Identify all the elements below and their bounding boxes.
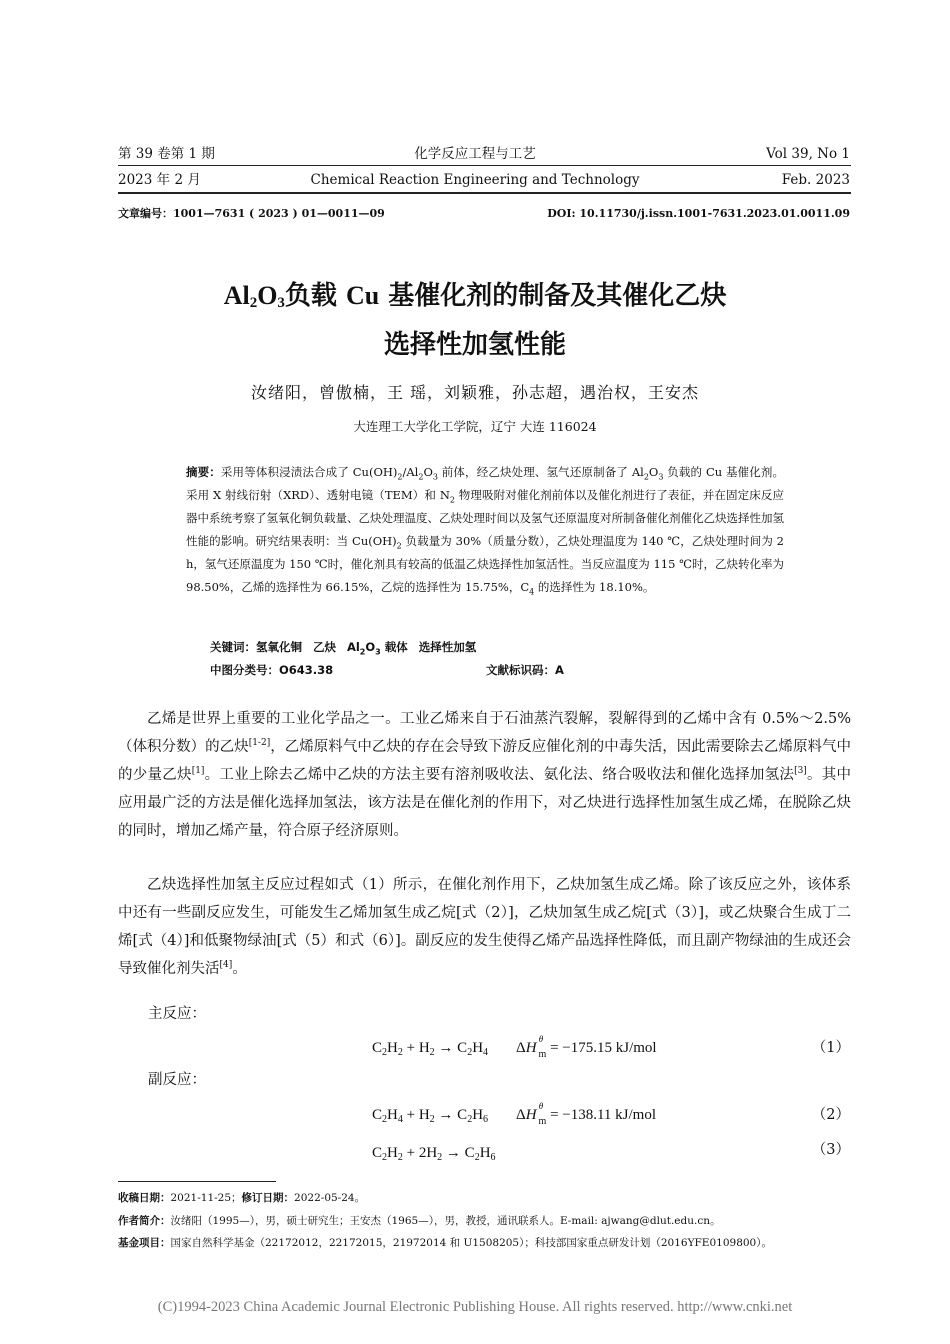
eq-sub: 2 — [397, 1152, 403, 1163]
keywords — [210, 637, 476, 657]
title-line-1 — [0, 276, 950, 316]
header-rule-top — [118, 165, 851, 166]
main-reaction-label: 主反应： — [148, 1006, 206, 1022]
eq-arrow: → — [434, 1107, 458, 1123]
eq-sub: 2 — [467, 1114, 473, 1125]
eq-sub: 2 — [474, 1152, 480, 1163]
eq-term: H — [387, 1145, 398, 1161]
header-date-cn: 2023 年 2 月 — [118, 172, 201, 188]
affiliation: 大连理工大学化工学院，辽宁 大连 116024 — [353, 419, 597, 434]
keyword-3-part: Al — [346, 640, 360, 654]
doc-code-value: A — [555, 663, 564, 677]
eq-sub: 2 — [429, 1114, 435, 1125]
keyword-3-sub: 2 — [359, 647, 366, 657]
keyword-3-part: 载体 — [380, 640, 408, 654]
abstract-text: O — [423, 465, 433, 479]
eq-term: H — [426, 1145, 438, 1161]
header-rule-bottom — [118, 192, 851, 194]
eq-sub: 2 — [382, 1047, 388, 1058]
keyword-2: 乙炔 — [312, 640, 336, 654]
eq-value: = −138.11 kJ/mol — [546, 1107, 657, 1123]
title-cu: Cu — [345, 281, 380, 310]
eq-operator: + 2 — [402, 1145, 427, 1161]
keyword-4: 选择性加氢 — [418, 640, 477, 654]
eq-term: C — [464, 1145, 475, 1161]
eq-delta: Δ — [516, 1040, 526, 1056]
abstract-sub: 2 — [418, 472, 424, 482]
eq-m: m — [538, 1049, 547, 1060]
header-journal-cn: 化学反应工程与工艺 — [414, 146, 536, 162]
paragraph-text: ，乙烯原料气中乙炔的存在会导致下游反应催化剂的中毒失活，因此需要除去乙烯原料气中的少量乙炔 — [118, 739, 852, 783]
paragraph-text: 乙炔选择性加氢主反应过程如式（1）所示，在催化剂作用下，乙炔加氢生成乙烯。除了该反应之外，该体系中还有一些副反应发生，可能发生乙烯加氢生成乙烷[式（2）]，乙炔加氢生成乙烷[式（3）]，或乙炔聚合生成丁二烯[式（4）]和低聚物绿油[式（5）和式（6）]。副反应的发生使得乙烯产品选择性降低，而且副产物绿油的生成还会导致催化剂失活 — [118, 877, 851, 977]
author-bio: 汝绪阳（1995—），男，硕士研究生；王安杰（1965—），男，教授，通讯联系人。E-mail: ajwang@dlut.edu.cn。 — [170, 1215, 721, 1227]
header-volume-en: Vol 39, No 1 — [766, 146, 850, 162]
abstract-sub: 2 — [397, 472, 403, 482]
eq-term: H — [479, 1145, 491, 1161]
revised-date: 2022-05-24。 — [294, 1192, 366, 1204]
doi: DOI: 10.11730/j.issn.1001-7631.2023.01.0011.09 — [547, 207, 850, 220]
eq-sub: 2 — [397, 1047, 403, 1058]
clc-value: O643.38 — [279, 663, 334, 677]
title-o: O — [257, 281, 278, 310]
abstract-text: 采用等体积浸渍法合成了 Cu(OH) — [220, 465, 398, 479]
eq-h — [525, 1034, 544, 1060]
eq-sub: 2 — [382, 1114, 388, 1125]
fund-text: 国家自然科学基金（22172012，22172015，21972014 和 U1508205）；科技部国家重点研发计划（2016YFE0109800）。 — [170, 1237, 772, 1249]
eq-term: H — [387, 1040, 398, 1056]
title-line-2: 选择性加氢性能 — [383, 330, 566, 360]
eq-term: C — [457, 1107, 468, 1123]
citation: [1] — [191, 766, 205, 776]
paragraph-text: 乙烯是世界上重要的工业化学品之一。工业乙烯来自于石油蒸汽裂解，裂解得到的乙烯中含有 0.5%～2.5%（体积分数）的乙炔 — [118, 711, 851, 755]
eq-term: C — [372, 1040, 383, 1056]
equation-3-number: （3） — [811, 1142, 850, 1158]
equation-1-number: （1） — [811, 1040, 850, 1056]
eq-operator: + — [402, 1107, 419, 1123]
abstract-sub: 4 — [529, 587, 535, 597]
title-al: Al — [223, 281, 250, 310]
author-bio-label: 作者简介： — [118, 1215, 171, 1227]
eq-sub: 2 — [467, 1047, 473, 1058]
eq-term: H — [472, 1107, 484, 1123]
paragraph-text: 。其中应用最广泛的方法是催化选择加氢法，该方法是在催化剂的作用下，对乙炔进行选择性加氢生成乙烯，在脱除乙炔的同时，增加乙烯产量，符合原子经济原则。 — [118, 767, 852, 839]
eq-term: H — [472, 1040, 484, 1056]
citation: [4] — [219, 960, 233, 970]
citation: [1-2] — [248, 738, 271, 748]
footnote-author — [118, 1213, 720, 1229]
eq-sub: 6 — [490, 1152, 496, 1163]
footnote-dates — [118, 1190, 365, 1206]
revised-label: 修订日期： — [241, 1192, 295, 1204]
paragraph-1 — [118, 705, 851, 845]
abstract-sub: 2 — [396, 541, 402, 551]
eq-h-symbol: H — [525, 1040, 537, 1056]
citation: [3] — [794, 766, 807, 776]
abstract — [186, 461, 784, 599]
equation-2-number: （2） — [811, 1107, 850, 1123]
equation-3 — [372, 1141, 496, 1165]
eq-term: H — [387, 1107, 398, 1123]
received-date: 2021-11-25； — [170, 1192, 242, 1204]
enthalpy — [516, 1036, 657, 1067]
abstract-sub: 2 — [449, 495, 455, 505]
header-volume-cn: 第 39 卷第 1 期 — [118, 146, 215, 162]
footnote-fund — [118, 1235, 772, 1251]
eq-term: H — [418, 1107, 430, 1123]
footnote-rule — [118, 1181, 276, 1182]
equation-2 — [372, 1103, 656, 1134]
paragraph-text: 。工业上除去乙烯中乙炔的方法主要有溶剂吸收法、氨化法、络合吸收法和催化选择加氢法 — [204, 767, 795, 783]
keyword-3-sub: 3 — [375, 647, 381, 657]
eq-arrow: → — [434, 1040, 458, 1056]
eq-arrow: → — [442, 1145, 465, 1161]
abstract-text: 前体，经乙炔处理、氢气还原制备了 Al — [437, 465, 644, 479]
abstract-label: 摘要： — [186, 465, 221, 479]
abstract-text: 物理吸附对催化剂前体以及催化剂进行了表征，并在固定床反应器中系统考察了氢氧化铜负载量、乙炔处理温度、乙炔处理时间以及氢气还原温度对所制备催化剂催化乙炔选择性加氢性能的影响。研究结果表明：当 Cu(OH) — [186, 488, 784, 548]
eq-term: C — [457, 1040, 468, 1056]
eq-theta: θ — [538, 1101, 544, 1111]
eq-sub: 4 — [397, 1114, 403, 1125]
eq-sub: 2 — [429, 1047, 435, 1058]
eq-sub: 2 — [382, 1152, 388, 1163]
abstract-text: 负载的 Cu 基催化剂。采用 X 射线衍射（XRD）、透射电镜（TEM）和 N — [186, 465, 785, 502]
title-rest-1: 负载 — [284, 281, 346, 311]
abstract-sub: 3 — [432, 472, 438, 482]
abstract-sub: 3 — [658, 472, 664, 482]
authors: 汝绪阳，曾傲楠，王 瑶，刘颖雅，孙志超，遇治权，王安杰 — [250, 383, 700, 402]
eq-value: = −175.15 kJ/mol — [546, 1040, 657, 1056]
eq-sub: 2 — [437, 1152, 443, 1163]
eq-term: C — [372, 1107, 383, 1123]
clc-number — [210, 660, 333, 680]
eq-h-symbol: H — [525, 1107, 537, 1123]
article-number: 文章编号：1001—7631 ( 2023 ) 01—0011—09 — [118, 207, 385, 220]
eq-delta: Δ — [516, 1107, 526, 1123]
abstract-text: O — [648, 465, 659, 479]
paragraph-text: 。 — [232, 961, 247, 977]
eq-h — [525, 1101, 544, 1127]
abstract-text: 负载量为 30%（质量分数），乙炔处理温度为 140 ℃，乙炔处理时间为 2 h，氢气还原温度为 150 ℃时，催化剂具有较高的低温乙炔选择性加氢活性。当反应温度为 115 ℃时，乙炔转化率为 98.50%，乙烯的选择性为 66.15%，乙烷的选择性为 15.75%，C — [186, 534, 785, 594]
title-rest-2: 基催化剂的制备及其催化乙炔 — [379, 281, 727, 311]
eq-term: H — [418, 1040, 430, 1056]
header-journal-en: Chemical Reaction Engineering and Technology — [310, 172, 640, 188]
paragraph-2 — [118, 871, 851, 983]
abstract-text: /Al — [402, 465, 419, 479]
copyright-watermark: (C)1994-2023 China Academic Journal Electronic Publishing House. All rights reserved. http://www.cnki.net — [157, 1299, 793, 1315]
keyword-1: 氢氧化铜 — [256, 640, 302, 654]
eq-m: m — [538, 1116, 547, 1127]
eq-sub: 4 — [483, 1047, 489, 1058]
eq-term: C — [372, 1145, 383, 1161]
eq-theta: θ — [538, 1034, 544, 1044]
fund-label: 基金项目： — [118, 1237, 171, 1249]
enthalpy — [516, 1103, 656, 1134]
header-date-en: Feb. 2023 — [781, 172, 850, 188]
title-sub-2: 2 — [249, 295, 258, 311]
document-code — [486, 660, 564, 680]
clc-label: 中图分类号： — [210, 663, 279, 677]
abstract-sub: 2 — [643, 472, 649, 482]
abstract-text: 的选择性为 18.10%。 — [534, 580, 655, 594]
keyword-3 — [346, 640, 408, 657]
eq-sub: 6 — [483, 1114, 489, 1125]
eq-operator: + — [402, 1040, 419, 1056]
title-sub-3: 3 — [277, 295, 285, 311]
doc-code-label: 文献标识码： — [486, 663, 555, 677]
equation-1 — [372, 1036, 657, 1067]
keywords-label: 关键词： — [210, 640, 256, 654]
side-reaction-label: 副反应： — [148, 1072, 206, 1088]
keyword-3-part: O — [365, 640, 376, 654]
received-label: 收稿日期： — [118, 1192, 171, 1204]
